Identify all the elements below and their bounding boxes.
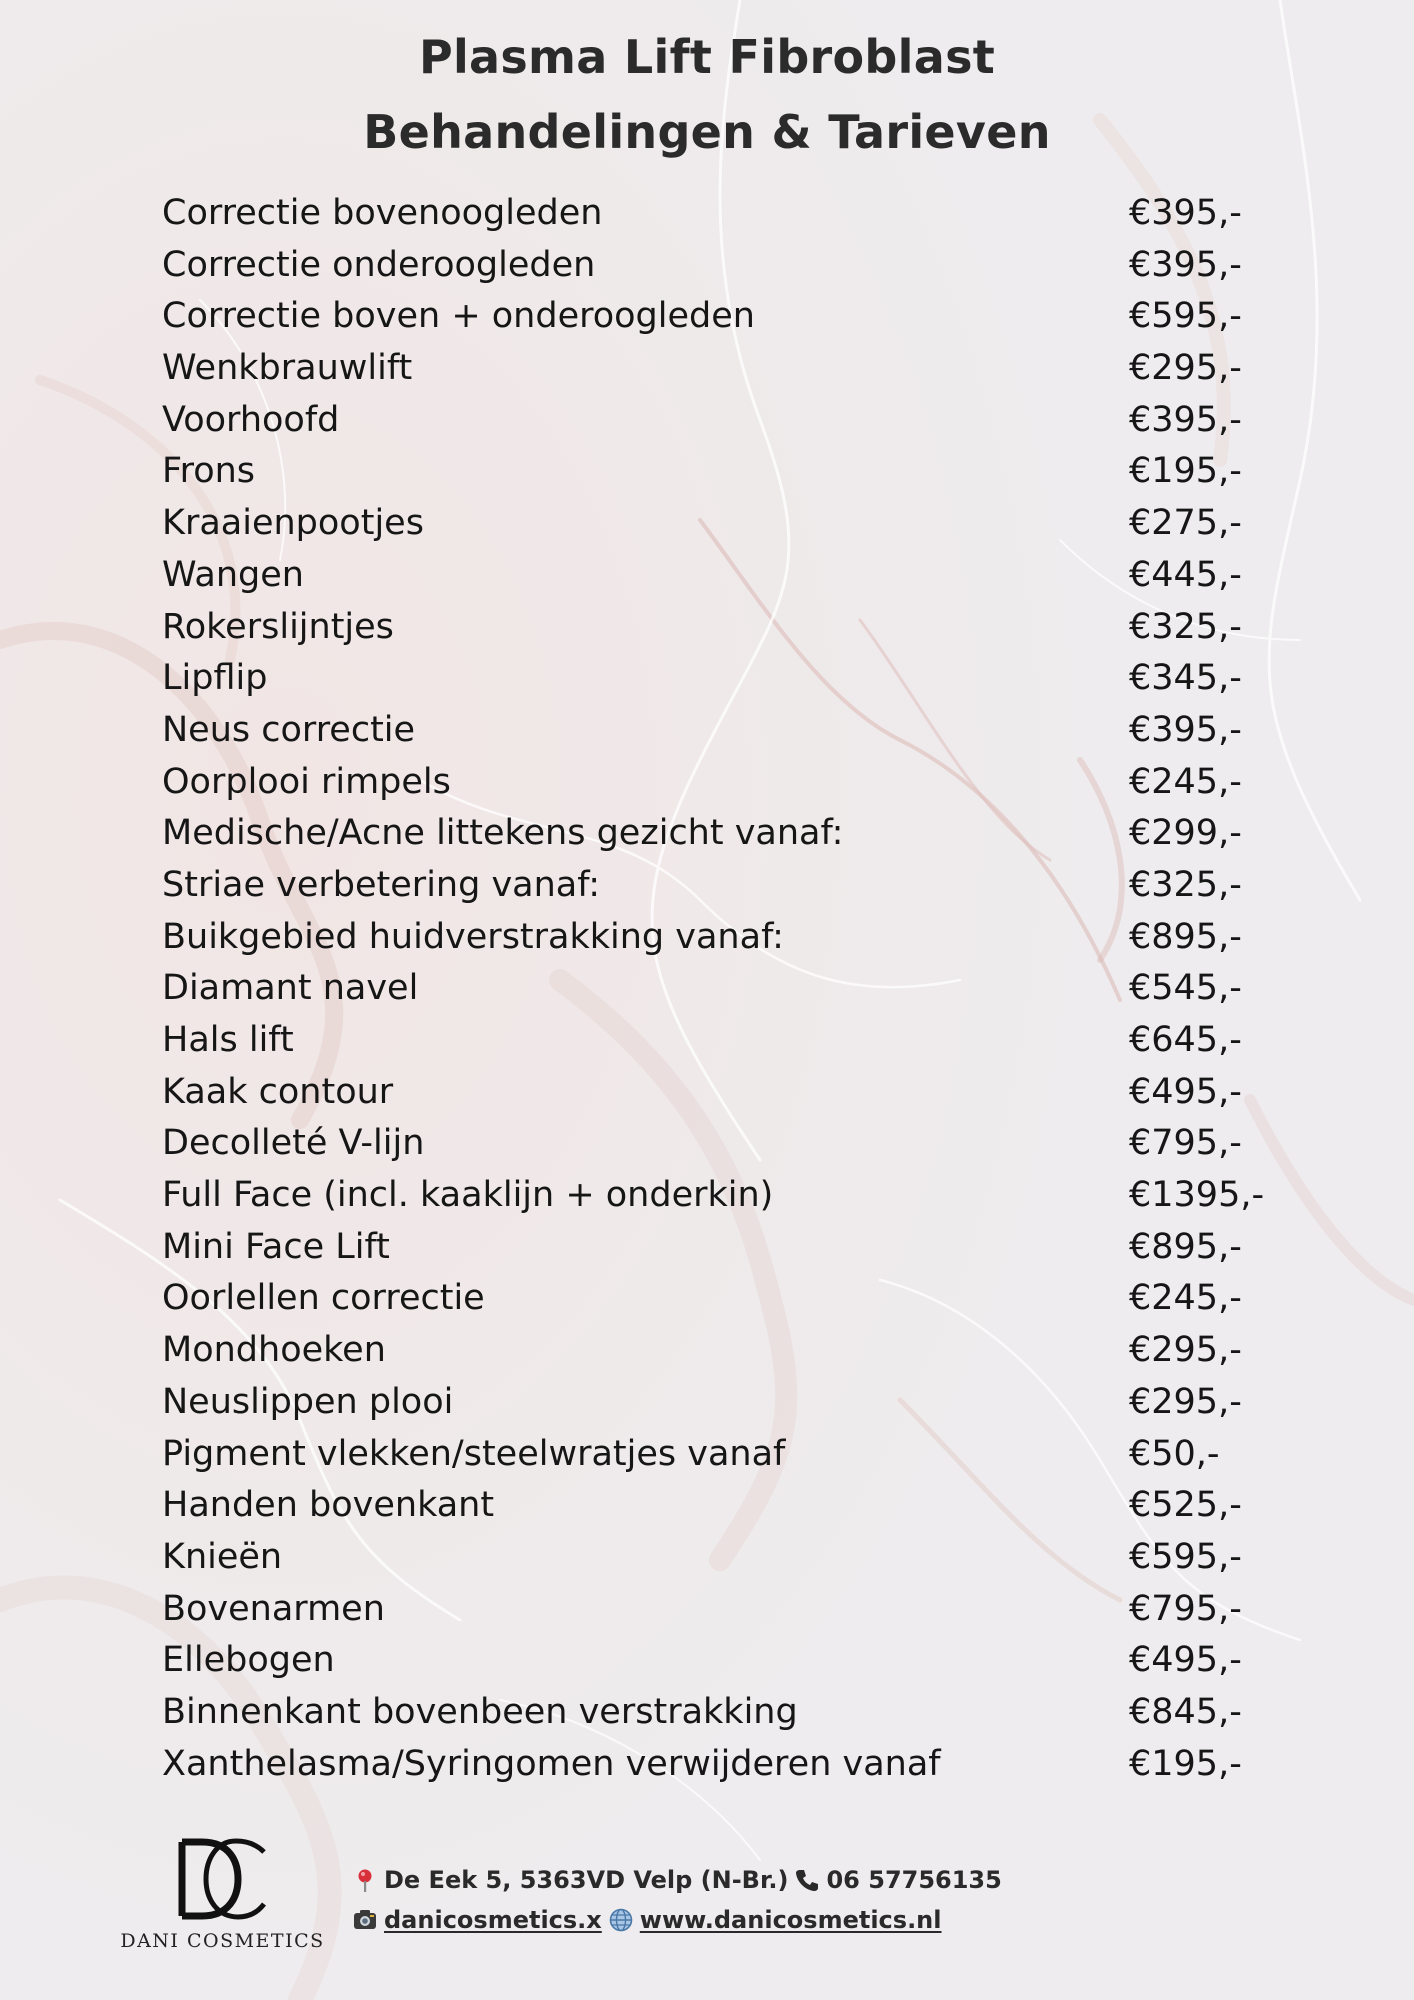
treatment-price: €645,- [1129, 1020, 1242, 1060]
treatment-price: €895,- [1129, 916, 1242, 957]
address-text: De Eek 5, 5363VD Velp (N-Br.) [384, 1866, 789, 1894]
treatment-name: Medische/Acne littekens gezicht vanaf: [162, 813, 844, 854]
treatment-price: €595,- [1129, 1536, 1242, 1577]
treatment-price: €845,- [1129, 1691, 1242, 1732]
treatment-name: Correctie onderoogleden [162, 244, 596, 285]
treatment-price: €1395,- [1129, 1175, 1265, 1216]
website-link[interactable]: www.danicosmetics.nl [639, 1906, 942, 1934]
treatment-price: €795,- [1129, 1588, 1242, 1629]
treatment-price: €245,- [1129, 761, 1242, 802]
list-item [162, 1015, 1262, 1067]
list-item [162, 963, 1262, 1015]
list-item [162, 240, 1262, 292]
treatment-name: Hals lift [162, 1020, 294, 1060]
camera-icon [352, 1907, 378, 1933]
list-item [162, 1273, 1262, 1325]
treatment-price: €395,- [1129, 399, 1242, 440]
treatment-price: €245,- [1129, 1278, 1242, 1319]
treatment-name: Binnenkant bovenbeen verstrakking [162, 1691, 798, 1732]
list-item [162, 446, 1262, 498]
list-item [162, 498, 1262, 550]
phone-icon [794, 1867, 820, 1893]
treatment-price: €295,- [1129, 1381, 1242, 1422]
list-item [162, 1429, 1262, 1481]
contact-line-address-phone [352, 1866, 1002, 1894]
treatment-name: Ellebogen [162, 1640, 335, 1681]
phone-number[interactable]: 06 57756135 [826, 1866, 1002, 1894]
treatment-price: €895,- [1129, 1226, 1242, 1267]
treatment-name: Pigment vlekken/steelwratjes vanaf [162, 1433, 786, 1474]
list-item [162, 1584, 1262, 1636]
list-item [162, 705, 1262, 757]
treatment-price: €195,- [1129, 1743, 1242, 1784]
treatment-name: Full Face (incl. kaaklijn + onderkin) [162, 1175, 774, 1216]
treatment-name: Xanthelasma/Syringomen verwijderen vanaf [162, 1743, 941, 1784]
list-item [162, 757, 1262, 809]
treatment-price: €445,- [1129, 554, 1242, 595]
treatment-price: €295,- [1129, 348, 1242, 389]
list-item [162, 860, 1262, 912]
treatment-price: €50,- [1129, 1433, 1220, 1474]
list-item [162, 1532, 1262, 1584]
list-item [162, 1067, 1262, 1119]
treatment-name: Correctie boven + onderoogleden [162, 296, 755, 337]
list-item [162, 1480, 1262, 1532]
treatment-price: €295,- [1129, 1330, 1242, 1371]
treatment-name: Wangen [162, 554, 304, 595]
treatment-price: €495,- [1129, 1640, 1242, 1681]
treatment-name: Decolleté V-lijn [162, 1123, 425, 1164]
list-item [162, 1118, 1262, 1170]
brand-logo [120, 1838, 325, 1958]
list-item [162, 1377, 1262, 1429]
treatment-name: Voorhoofd [162, 399, 340, 440]
treatment-price: €525,- [1129, 1485, 1242, 1526]
treatment-price: €325,- [1129, 606, 1242, 647]
list-item [162, 550, 1262, 602]
list-item [162, 602, 1262, 654]
list-item [162, 188, 1262, 240]
price-list [162, 188, 1265, 1790]
treatment-name: Correctie bovenoogleden [162, 193, 603, 233]
treatment-price: €345,- [1129, 658, 1242, 699]
list-item [162, 912, 1262, 964]
treatment-name: Neuslippen plooi [162, 1381, 454, 1422]
treatment-name: Wenkbrauwlift [162, 348, 413, 389]
treatment-name: Neus correctie [162, 709, 416, 750]
treatment-price: €299,- [1129, 813, 1242, 854]
instagram-link[interactable]: danicosmetics.x [384, 1906, 602, 1934]
treatment-name: Mini Face Lift [162, 1226, 390, 1267]
treatment-price: €395,- [1129, 244, 1242, 285]
map-pin-icon [352, 1867, 378, 1893]
treatment-name: Rokerslijntjes [162, 606, 394, 647]
treatment-name: Kraaienpootjes [162, 503, 424, 544]
dc-monogram-logo [172, 1838, 272, 1920]
treatment-name: Kaak contour [162, 1071, 394, 1112]
treatment-price: €395,- [1129, 193, 1242, 233]
treatment-name: Oorplooi rimpels [162, 761, 451, 802]
treatment-price: €325,- [1129, 864, 1242, 905]
treatment-name: Frons [162, 451, 256, 492]
treatment-price: €795,- [1129, 1123, 1242, 1164]
list-item [162, 1739, 1262, 1791]
page-title-line-1: Plasma Lift Fibroblast [418, 30, 996, 84]
list-item [162, 1222, 1262, 1274]
list-item [162, 653, 1262, 705]
treatment-name: Striae verbetering vanaf: [162, 864, 601, 905]
list-item [162, 1170, 1265, 1222]
list-item [162, 1635, 1262, 1687]
treatment-name: Handen bovenkant [162, 1485, 495, 1526]
globe-icon [608, 1907, 634, 1933]
treatment-name: Buikgebied huidverstrakking vanaf: [162, 916, 784, 957]
treatment-name: Mondhoeken [162, 1330, 386, 1371]
list-item [162, 343, 1262, 395]
list-item [162, 291, 1262, 343]
list-item [162, 1687, 1262, 1739]
treatment-name: Bovenarmen [162, 1588, 385, 1629]
treatment-price: €195,- [1129, 451, 1242, 492]
treatment-price: €595,- [1129, 296, 1242, 337]
list-item [162, 808, 1262, 860]
treatment-price: €545,- [1129, 968, 1242, 1009]
treatment-price: €395,- [1129, 709, 1242, 750]
treatment-price: €275,- [1129, 503, 1242, 544]
brand-name: DANI COSMETICS [120, 1930, 325, 1952]
treatment-name: Knieën [162, 1536, 283, 1577]
page-title-line-2: Behandelingen & Tarieven [363, 105, 1051, 159]
list-item [162, 1325, 1262, 1377]
treatment-name: Diamant navel [162, 968, 419, 1009]
treatment-name: Lipflip [162, 658, 268, 699]
list-item [162, 395, 1262, 447]
treatment-price: €495,- [1129, 1071, 1242, 1112]
treatment-name: Oorlellen correctie [162, 1278, 485, 1319]
contact-line-social-web [352, 1906, 942, 1934]
